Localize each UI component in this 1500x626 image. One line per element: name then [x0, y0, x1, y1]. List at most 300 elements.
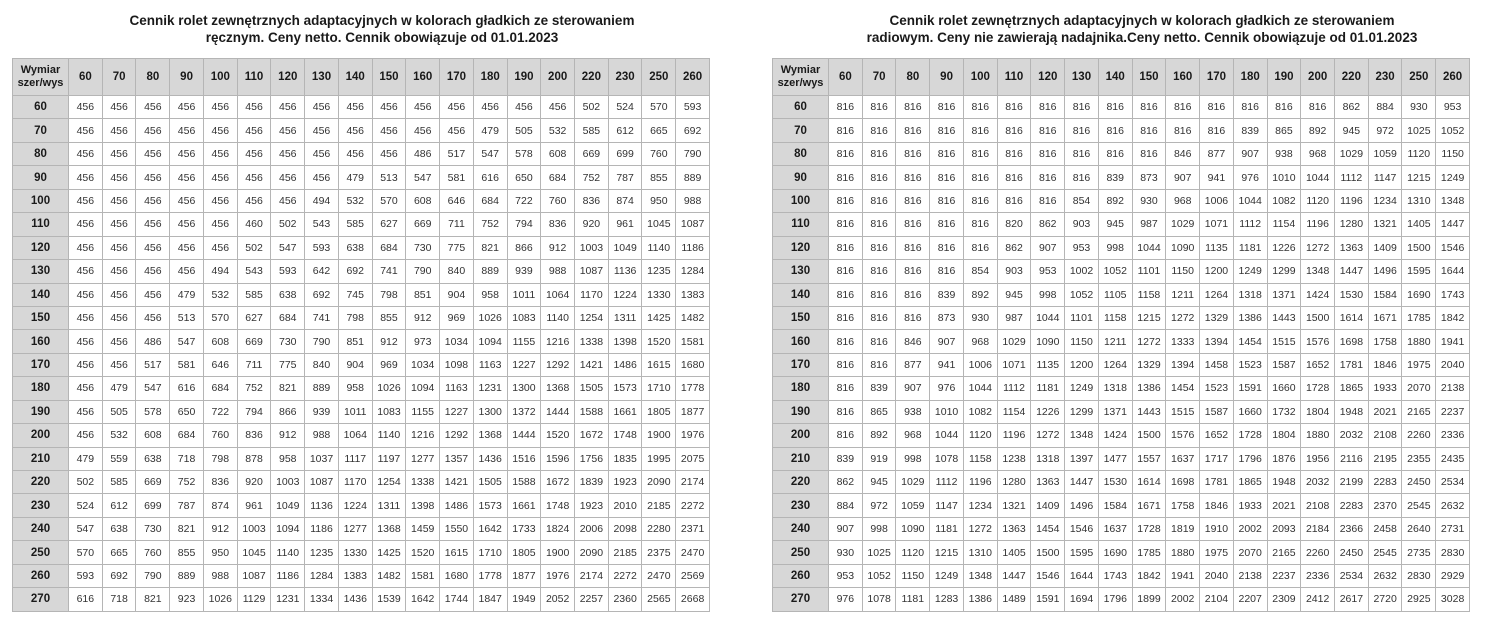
price-cell: 816	[1031, 119, 1065, 142]
price-cell: 456	[203, 142, 237, 165]
price-cell: 593	[676, 96, 710, 119]
price-cell: 1397	[1065, 447, 1099, 470]
price-cell: 2569	[676, 564, 710, 587]
price-cell: 1819	[1166, 517, 1200, 540]
column-header: 90	[930, 59, 964, 96]
price-cell: 816	[862, 119, 896, 142]
table-row	[13, 471, 710, 494]
price-cell: 1642	[406, 588, 440, 611]
radio-price-panel	[772, 0, 1500, 612]
price-cell: 1995	[642, 447, 676, 470]
price-cell: 790	[676, 142, 710, 165]
price-cell: 790	[305, 330, 339, 353]
price-cell: 1876	[1267, 447, 1301, 470]
price-cell: 2272	[608, 564, 642, 587]
price-cell: 998	[896, 447, 930, 470]
price-cell: 1661	[608, 400, 642, 423]
price-cell: 1523	[1200, 377, 1234, 400]
price-cell: 1733	[507, 517, 541, 540]
price-cell: 903	[1065, 213, 1099, 236]
column-header: 110	[997, 59, 1031, 96]
table-row	[13, 189, 710, 212]
price-cell: 2165	[1267, 541, 1301, 564]
column-header: 190	[1267, 59, 1301, 96]
price-cell: 816	[862, 283, 896, 306]
price-cell: 456	[102, 96, 136, 119]
price-cell: 456	[69, 96, 103, 119]
price-cell: 1196	[997, 424, 1031, 447]
price-cell: 1226	[1267, 236, 1301, 259]
price-cell: 1150	[1436, 142, 1470, 165]
column-header: 170	[1200, 59, 1234, 96]
column-header: 70	[102, 59, 136, 96]
price-cell: 741	[305, 306, 339, 329]
price-cell: 1348	[1436, 189, 1470, 212]
table-row	[13, 213, 710, 236]
price-cell: 1454	[1166, 377, 1200, 400]
price-cell: 2830	[1436, 541, 1470, 564]
price-cell: 638	[136, 447, 170, 470]
row-header: 70	[773, 119, 829, 142]
price-cell: 2309	[1267, 588, 1301, 611]
price-cell: 1976	[676, 424, 710, 447]
price-cell: 456	[69, 353, 103, 376]
price-cell: 1280	[997, 471, 1031, 494]
price-cell: 1573	[473, 494, 507, 517]
price-cell: 1010	[1267, 166, 1301, 189]
column-header: 80	[136, 59, 170, 96]
price-cell: 950	[203, 541, 237, 564]
price-cell: 1238	[997, 447, 1031, 470]
price-cell: 1049	[271, 494, 305, 517]
price-cell: 2731	[1436, 517, 1470, 540]
price-cell: 1158	[1098, 306, 1132, 329]
price-cell: 1154	[1267, 213, 1301, 236]
price-cell: 1235	[305, 541, 339, 564]
price-cell: 456	[372, 119, 406, 142]
price-cell: 1120	[963, 424, 997, 447]
row-header: 130	[773, 260, 829, 283]
price-cell: 816	[862, 142, 896, 165]
price-cell: 1197	[372, 447, 406, 470]
price-cell: 1454	[1233, 330, 1267, 353]
price-cell: 1386	[963, 588, 997, 611]
price-cell: 855	[170, 541, 204, 564]
price-cell: 760	[541, 189, 575, 212]
price-cell: 456	[69, 377, 103, 400]
price-cell: 840	[305, 353, 339, 376]
price-cell: 1581	[406, 564, 440, 587]
price-cell: 456	[237, 166, 271, 189]
price-cell: 505	[507, 119, 541, 142]
price-cell: 456	[170, 236, 204, 259]
price-cell: 839	[829, 447, 863, 470]
price-cell: 1087	[575, 260, 609, 283]
price-cell: 456	[102, 330, 136, 353]
price-cell: 1318	[1233, 283, 1267, 306]
price-cell: 1150	[1065, 330, 1099, 353]
price-cell: 1215	[1402, 166, 1436, 189]
table-row	[773, 283, 1470, 306]
column-header: 160	[406, 59, 440, 96]
price-cell: 456	[338, 96, 372, 119]
price-cell: 1489	[997, 588, 1031, 611]
price-cell: 752	[473, 213, 507, 236]
row-header: 220	[773, 471, 829, 494]
price-cell: 920	[237, 471, 271, 494]
dimension-header	[13, 59, 69, 96]
row-header: 160	[773, 330, 829, 353]
column-header: 230	[1368, 59, 1402, 96]
price-cell: 1147	[1368, 166, 1402, 189]
price-cell: 730	[271, 330, 305, 353]
table-row	[773, 260, 1470, 283]
price-cell: 816	[829, 213, 863, 236]
price-cell: 889	[473, 260, 507, 283]
row-header: 180	[13, 377, 69, 400]
price-cell: 1272	[1031, 424, 1065, 447]
price-cell: 1026	[203, 588, 237, 611]
column-header: 160	[1166, 59, 1200, 96]
price-cell: 840	[440, 260, 474, 283]
price-cell: 1584	[1368, 283, 1402, 306]
price-cell: 1338	[406, 471, 440, 494]
price-cell: 821	[170, 517, 204, 540]
price-cell: 456	[473, 96, 507, 119]
price-cell: 1363	[1031, 471, 1065, 494]
price-cell: 752	[575, 166, 609, 189]
price-cell: 1447	[1065, 471, 1099, 494]
price-cell: 570	[69, 541, 103, 564]
price-cell: 873	[1132, 166, 1166, 189]
price-cell: 1748	[608, 424, 642, 447]
price-cell: 684	[271, 306, 305, 329]
price-cell: 968	[896, 424, 930, 447]
table-row	[773, 330, 1470, 353]
table-row	[773, 377, 1470, 400]
price-cell: 665	[102, 541, 136, 564]
price-cell: 873	[930, 306, 964, 329]
price-cell: 816	[862, 330, 896, 353]
price-cell: 1059	[896, 494, 930, 517]
price-cell: 958	[271, 447, 305, 470]
price-cell: 816	[1132, 119, 1166, 142]
row-header: 200	[13, 424, 69, 447]
price-cell: 816	[829, 306, 863, 329]
price-cell: 1778	[473, 564, 507, 587]
price-cell: 998	[862, 517, 896, 540]
price-cell: 1500	[1031, 541, 1065, 564]
price-cell: 1087	[237, 564, 271, 587]
column-header: 150	[1132, 59, 1166, 96]
price-cell: 741	[372, 260, 406, 283]
column-header: 90	[170, 59, 204, 96]
row-header: 230	[773, 494, 829, 517]
price-cell: 816	[997, 166, 1031, 189]
row-header: 260	[13, 564, 69, 587]
row-header: 140	[773, 283, 829, 306]
table-row	[773, 236, 1470, 259]
price-cell: 1227	[507, 353, 541, 376]
price-cell: 570	[372, 189, 406, 212]
row-header: 200	[773, 424, 829, 447]
price-cell: 2371	[676, 517, 710, 540]
price-cell: 1224	[338, 494, 372, 517]
price-cell: 456	[136, 142, 170, 165]
price-cell: 836	[203, 471, 237, 494]
price-cell: 456	[102, 213, 136, 236]
price-cell: 456	[69, 189, 103, 212]
price-cell: 456	[69, 330, 103, 353]
table-row	[773, 96, 1470, 119]
price-cell: 616	[170, 377, 204, 400]
price-cell: 816	[1166, 96, 1200, 119]
price-cell: 1941	[1436, 330, 1470, 353]
table-row	[773, 471, 1470, 494]
price-cell: 1034	[406, 353, 440, 376]
price-cell: 2257	[575, 588, 609, 611]
price-cell: 1045	[237, 541, 271, 564]
price-cell: 1064	[338, 424, 372, 447]
price-cell: 1447	[1335, 260, 1369, 283]
price-cell: 1094	[473, 330, 507, 353]
price-cell: 1576	[1301, 330, 1335, 353]
price-cell: 790	[136, 564, 170, 587]
price-cell: 1615	[642, 353, 676, 376]
price-cell: 1748	[541, 494, 575, 517]
price-cell: 1029	[1166, 213, 1200, 236]
price-cell: 1284	[676, 260, 710, 283]
price-cell: 816	[896, 306, 930, 329]
price-cell: 612	[102, 494, 136, 517]
price-cell: 816	[829, 353, 863, 376]
price-cell: 1710	[473, 541, 507, 564]
price-cell: 456	[406, 96, 440, 119]
price-cell: 1824	[541, 517, 575, 540]
price-cell: 866	[271, 400, 305, 423]
row-header: 170	[773, 353, 829, 376]
price-cell: 1975	[1200, 541, 1234, 564]
price-cell: 1170	[338, 471, 372, 494]
price-cell: 456	[69, 424, 103, 447]
price-cell: 456	[102, 353, 136, 376]
price-cell: 1371	[1267, 283, 1301, 306]
price-cell: 730	[136, 517, 170, 540]
price-cell: 1112	[1233, 213, 1267, 236]
price-cell: 912	[406, 306, 440, 329]
price-cell: 2735	[1402, 541, 1436, 564]
price-cell: 1595	[1065, 541, 1099, 564]
price-cell: 1880	[1301, 424, 1335, 447]
price-cell: 1083	[372, 400, 406, 423]
price-cell: 1444	[541, 400, 575, 423]
price-cell: 1300	[473, 400, 507, 423]
price-cell: 456	[102, 306, 136, 329]
price-cell: 608	[136, 424, 170, 447]
price-cell: 1614	[1132, 471, 1166, 494]
price-cell: 1044	[1132, 236, 1166, 259]
price-cell: 1003	[237, 517, 271, 540]
price-cell: 752	[237, 377, 271, 400]
price-cell: 1292	[541, 353, 575, 376]
price-cell: 816	[829, 400, 863, 423]
column-header: 130	[305, 59, 339, 96]
price-cell: 1661	[507, 494, 541, 517]
price-cell: 1398	[406, 494, 440, 517]
price-cell: 816	[930, 213, 964, 236]
price-cell: 816	[963, 96, 997, 119]
price-cell: 1025	[862, 541, 896, 564]
price-cell: 1211	[1098, 330, 1132, 353]
price-cell: 816	[862, 213, 896, 236]
price-cell: 456	[271, 142, 305, 165]
table-row	[773, 166, 1470, 189]
price-cell: 816	[862, 96, 896, 119]
price-cell: 816	[1301, 96, 1335, 119]
price-cell: 1436	[338, 588, 372, 611]
price-cell: 1094	[406, 377, 440, 400]
price-cell: 1588	[507, 471, 541, 494]
price-cell: 692	[338, 260, 372, 283]
price-cell: 460	[237, 213, 271, 236]
price-cell: 581	[440, 166, 474, 189]
column-header: 120	[271, 59, 305, 96]
price-cell: 1140	[271, 541, 305, 564]
price-cell: 543	[305, 213, 339, 236]
price-cell: 517	[440, 142, 474, 165]
price-cell: 816	[1031, 189, 1065, 212]
price-cell: 988	[676, 189, 710, 212]
column-header: 140	[1098, 59, 1132, 96]
price-cell: 593	[271, 260, 305, 283]
price-cell: 722	[203, 400, 237, 423]
price-cell: 1311	[608, 306, 642, 329]
price-cell: 456	[203, 213, 237, 236]
table-row	[773, 541, 1470, 564]
price-cell: 1505	[473, 471, 507, 494]
column-header: 230	[608, 59, 642, 96]
price-cell: 816	[997, 189, 1031, 212]
price-cell: 1443	[1132, 400, 1166, 423]
price-cell: 479	[338, 166, 372, 189]
price-cell: 1405	[1402, 213, 1436, 236]
price-cell: 1310	[1402, 189, 1436, 212]
price-cell: 1877	[507, 564, 541, 587]
table-row	[13, 306, 710, 329]
row-header: 150	[773, 306, 829, 329]
price-cell: 532	[541, 119, 575, 142]
price-cell: 456	[440, 96, 474, 119]
price-cell: 2021	[1368, 400, 1402, 423]
price-cell: 907	[1166, 166, 1200, 189]
table-row	[13, 283, 710, 306]
price-cell: 608	[406, 189, 440, 212]
price-cell: 2370	[1368, 494, 1402, 517]
price-cell: 1254	[372, 471, 406, 494]
row-header: 190	[773, 400, 829, 423]
price-cell: 2010	[608, 494, 642, 517]
price-cell: 1078	[862, 588, 896, 611]
price-cell: 456	[170, 260, 204, 283]
row-header: 240	[773, 517, 829, 540]
price-cell: 1923	[575, 494, 609, 517]
price-cell: 961	[608, 213, 642, 236]
price-cell: 1329	[1200, 306, 1234, 329]
price-cell: 1155	[406, 400, 440, 423]
price-cell: 494	[305, 189, 339, 212]
price-cell: 953	[1031, 260, 1065, 283]
price-cell: 816	[862, 353, 896, 376]
price-cell: 1910	[1200, 517, 1234, 540]
price-cell: 1368	[473, 424, 507, 447]
price-cell: 816	[963, 119, 997, 142]
price-cell: 1933	[1368, 377, 1402, 400]
price-cell: 578	[136, 400, 170, 423]
price-cell: 923	[170, 588, 204, 611]
price-cell: 2260	[1402, 424, 1436, 447]
price-cell: 816	[829, 260, 863, 283]
price-cell: 1090	[1166, 236, 1200, 259]
price-cell: 1163	[440, 377, 474, 400]
price-cell: 912	[541, 236, 575, 259]
price-cell: 638	[338, 236, 372, 259]
price-cell: 2184	[1301, 517, 1335, 540]
price-cell: 1234	[1368, 189, 1402, 212]
price-cell: 1672	[541, 471, 575, 494]
price-cell: 669	[237, 330, 271, 353]
price-cell: 1181	[930, 517, 964, 540]
price-cell: 2470	[642, 564, 676, 587]
price-cell: 684	[473, 189, 507, 212]
price-cell: 1136	[608, 260, 642, 283]
price-cell: 1059	[1368, 142, 1402, 165]
price-cell: 820	[997, 213, 1031, 236]
price-cell: 1064	[541, 283, 575, 306]
price-cell: 1785	[1132, 541, 1166, 564]
column-header: 260	[1436, 59, 1470, 96]
price-cell: 669	[575, 142, 609, 165]
price-cell: 616	[69, 588, 103, 611]
price-cell: 1546	[1065, 517, 1099, 540]
price-cell: 1637	[1098, 517, 1132, 540]
price-cell: 547	[170, 330, 204, 353]
price-cell: 585	[575, 119, 609, 142]
title-line-2: radiowym. Ceny nie zawierają nadajnika.Ceny netto. Cennik obowiązuje od 01.01.2023	[866, 30, 1418, 45]
price-cell: 479	[69, 447, 103, 470]
price-cell: 1500	[1402, 236, 1436, 259]
price-cell: 816	[1233, 96, 1267, 119]
price-cell: 968	[963, 330, 997, 353]
price-cell: 1756	[575, 447, 609, 470]
table-row	[773, 400, 1470, 423]
price-cell: 855	[642, 166, 676, 189]
price-cell: 593	[305, 236, 339, 259]
price-cell: 456	[136, 236, 170, 259]
price-cell: 1421	[575, 353, 609, 376]
price-cell: 1948	[1335, 400, 1369, 423]
price-cell: 692	[102, 564, 136, 587]
price-cell: 1011	[507, 283, 541, 306]
price-cell: 1591	[1233, 377, 1267, 400]
column-header: 250	[1402, 59, 1436, 96]
table-row	[13, 353, 710, 376]
column-header: 60	[69, 59, 103, 96]
price-cell: 821	[136, 588, 170, 611]
table-row	[13, 447, 710, 470]
price-cell: 2002	[1166, 588, 1200, 611]
price-cell: 866	[507, 236, 541, 259]
price-cell: 1044	[930, 424, 964, 447]
